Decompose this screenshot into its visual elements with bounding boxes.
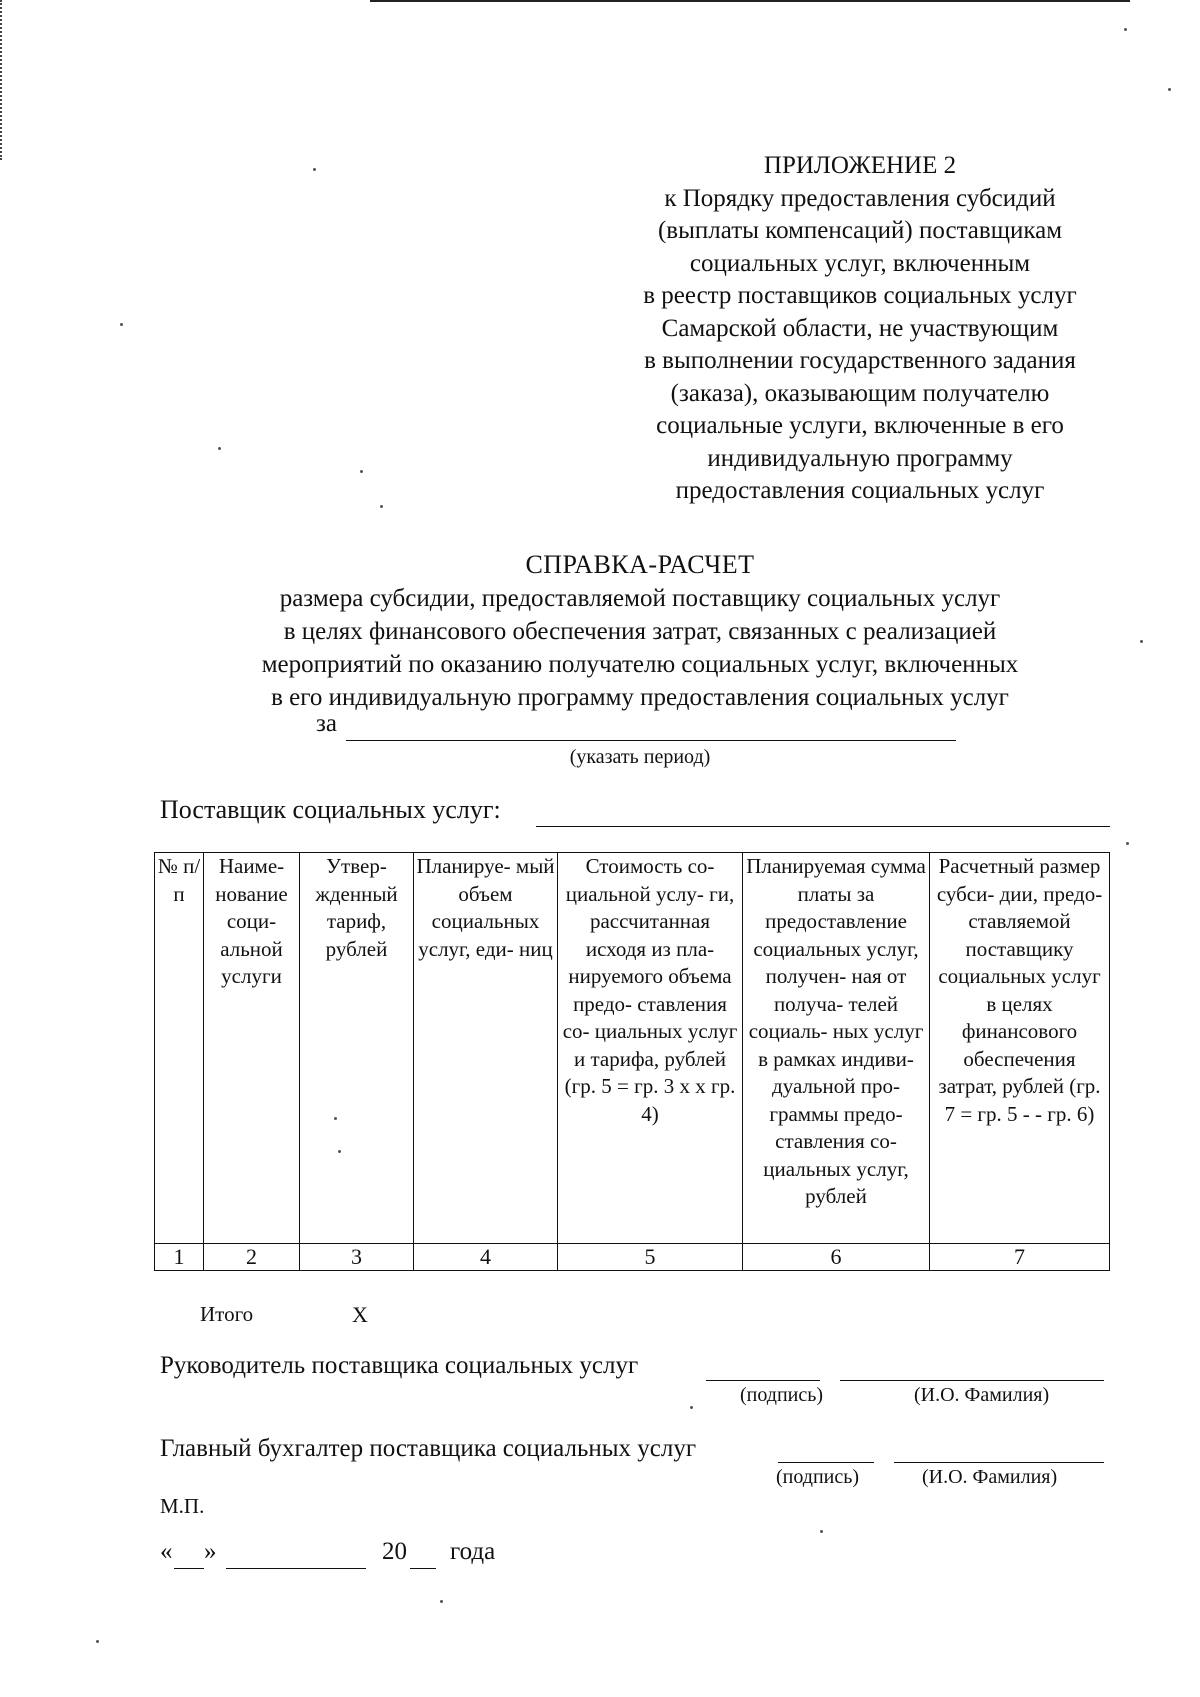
date-month-line[interactable] xyxy=(226,1568,366,1569)
scan-speck xyxy=(360,470,363,473)
column-number: 2 xyxy=(204,1244,300,1271)
accountant-signature-line[interactable] xyxy=(778,1462,874,1463)
period-prefix: за xyxy=(316,710,337,737)
subtitle-line: мероприятий по оказанию получателю социальных услуг, включенных xyxy=(261,651,1019,678)
scan-speck xyxy=(1124,28,1127,31)
top-border-line xyxy=(370,0,1130,2)
column-number: 3 xyxy=(300,1244,414,1271)
column-header: Планируемая сумма платы за предоставление социальных услуг, получен- ная от получа- телей социаль- ных услуг в рамках индиви- дуальной про- граммы предо- ставления со- циальных услуг, рублей xyxy=(743,853,930,1244)
subtitle-line: размера субсидии, предоставляемой поставщику социальных услуг xyxy=(279,585,1001,612)
scan-speck xyxy=(120,323,123,326)
head-name-line[interactable] xyxy=(840,1380,1104,1381)
accountant-signature-hint: (подпись) xyxy=(776,1466,860,1488)
subtitle-line: в его индивидуальную программу предоставления социальных услуг xyxy=(271,684,1009,711)
scan-edge-marks xyxy=(0,0,8,160)
appendix-line: в реестр поставщиков социальных услуг xyxy=(643,282,1077,309)
head-signature-label: Руководитель поставщика социальных услуг xyxy=(160,1352,639,1379)
scan-speck xyxy=(690,1406,693,1409)
date-year-suffix: года xyxy=(450,1538,496,1565)
appendix-line: к Порядку предоставления субсидий xyxy=(664,184,1056,212)
supplier-blank-line[interactable] xyxy=(536,826,1110,827)
period-field xyxy=(316,710,956,744)
period-hint: (указать период) xyxy=(569,746,711,768)
scan-speck xyxy=(380,505,383,508)
column-number: 7 xyxy=(930,1244,1110,1271)
total-mark: Х xyxy=(352,1302,368,1327)
scan-speck xyxy=(1126,842,1129,845)
appendix-title: ПРИЛОЖЕНИЕ 2 xyxy=(763,152,957,179)
table-header-row xyxy=(155,853,1110,1244)
scan-speck xyxy=(96,1640,99,1643)
calculation-table xyxy=(154,852,1110,1271)
subtitle-line: в целях финансового обеспечения затрат, связанных с реализацией xyxy=(283,618,997,645)
appendix-line: (заказа), оказывающим получателю xyxy=(670,379,1050,407)
column-number: 4 xyxy=(414,1244,558,1271)
scan-speck xyxy=(440,1600,443,1603)
appendix-line: предоставления социальных услуг xyxy=(675,477,1045,504)
date-year-line[interactable] xyxy=(410,1568,436,1569)
column-header: Расчетный размер субси- дии, предо- ставляемой поставщику социальных услуг в целях финансового обеспечения затрат, рублей (гр. 7 = гр. 5 - - гр. 6) xyxy=(930,853,1110,1244)
column-header: Наиме- нование соци- альной услуги xyxy=(204,853,300,1244)
date-quote-close: » xyxy=(204,1538,217,1565)
date-year-prefix: 20 xyxy=(382,1538,407,1565)
scan-speck xyxy=(820,1530,823,1533)
period-blank-line[interactable] xyxy=(346,740,956,741)
appendix-line: индивидуальную программу xyxy=(707,444,1013,472)
accountant-name-line[interactable] xyxy=(894,1462,1104,1463)
supplier-field xyxy=(160,795,1110,825)
scan-speck xyxy=(313,168,316,171)
head-name-hint: (И.О. Фамилия) xyxy=(914,1384,1050,1406)
appendix-line: социальных услуг, включенным xyxy=(689,249,1031,277)
accountant-name-hint: (И.О. Фамилия) xyxy=(922,1466,1058,1488)
total-label: Итого xyxy=(200,1302,254,1326)
scan-speck xyxy=(1168,88,1171,91)
appendix-line: (выплаты компенсаций) поставщикам xyxy=(657,217,1063,244)
appendix-line: Самарской области, не участвующим xyxy=(661,314,1059,342)
document-title-block xyxy=(180,548,1100,714)
accountant-signature-label: Главный бухгалтер поставщика социальных услуг xyxy=(160,1435,697,1462)
stamp-place-label: М.П. xyxy=(160,1494,205,1518)
column-header: № п/п xyxy=(155,853,204,1244)
date-field xyxy=(160,1538,560,1578)
total-row xyxy=(200,1302,500,1327)
document-title: СПРАВКА-РАСЧЕТ xyxy=(525,550,755,579)
appendix-reference xyxy=(600,183,1120,508)
appendix-line: социальные услуги, включенные в его xyxy=(656,412,1064,439)
column-header: Утвер- жденный тариф, рублей xyxy=(300,853,414,1244)
column-header: Планируе- мый объем социальных услуг, еди- ниц xyxy=(414,853,558,1244)
column-header: Стоимость со- циальной услу- ги, рассчитанная исходя из пла- нируемого объема предо- ставления со- циальных услуг и тарифа, рублей (гр. 5 = гр. 3 х х гр. 4) xyxy=(558,853,743,1244)
supplier-label: Поставщик социальных услуг: xyxy=(160,795,501,824)
date-quote-open: « xyxy=(160,1538,173,1565)
scan-speck xyxy=(218,447,221,450)
appendix-header xyxy=(600,150,1120,508)
head-signature-line[interactable] xyxy=(706,1380,820,1381)
column-number: 5 xyxy=(558,1244,743,1271)
column-number: 1 xyxy=(155,1244,204,1271)
column-number-row xyxy=(155,1244,1110,1271)
appendix-line: в выполнении государственного задания xyxy=(644,347,1076,374)
head-signature-hint: (подпись) xyxy=(740,1384,824,1406)
scan-speck xyxy=(1140,640,1143,643)
column-number: 6 xyxy=(743,1244,930,1271)
date-day-line[interactable] xyxy=(174,1568,204,1569)
